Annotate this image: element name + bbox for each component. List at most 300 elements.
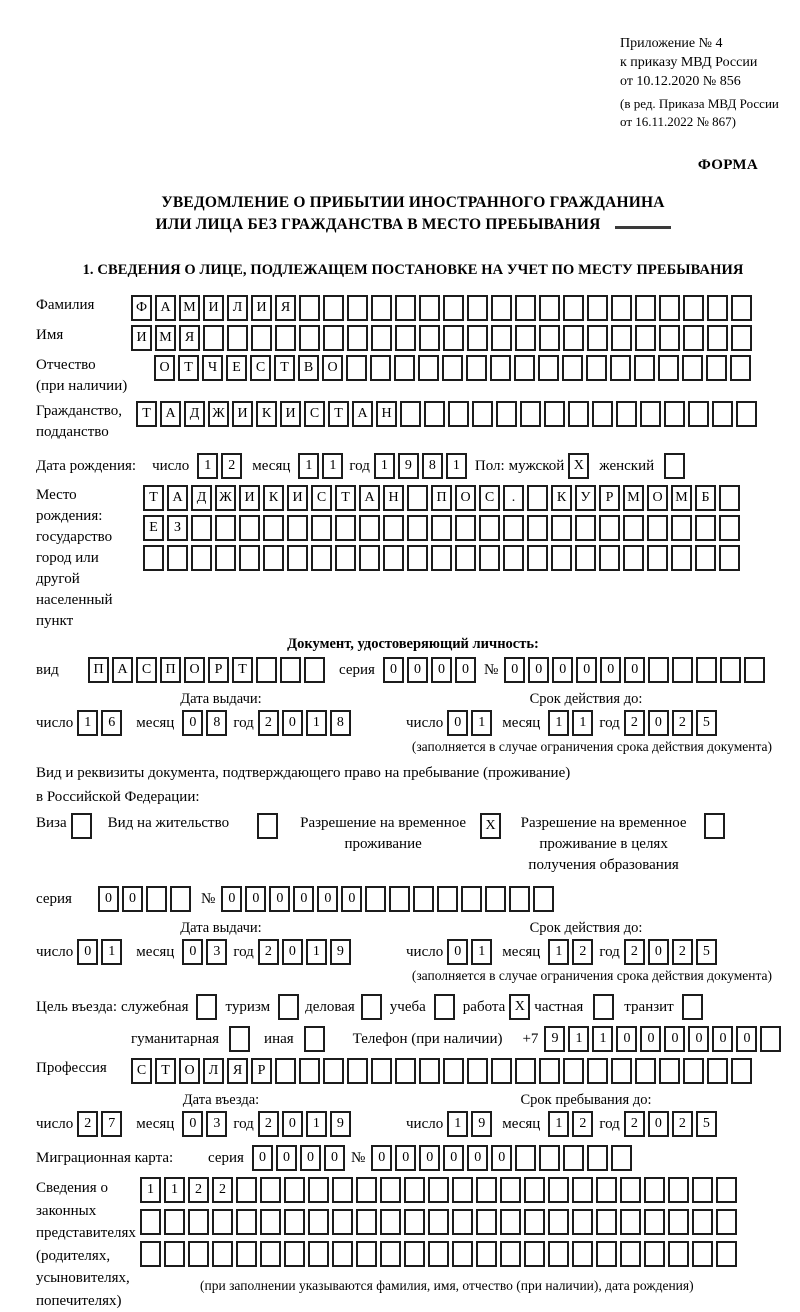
char-cell[interactable] <box>533 886 554 912</box>
char-cell[interactable]: Т <box>143 485 164 511</box>
char-cell[interactable] <box>335 545 356 571</box>
char-cell[interactable] <box>635 295 656 321</box>
char-cell[interactable] <box>407 515 428 541</box>
char-cell[interactable] <box>431 545 452 571</box>
char-cell[interactable] <box>491 1058 512 1084</box>
char-cell[interactable] <box>610 355 631 381</box>
char-cell[interactable] <box>347 1058 368 1084</box>
char-cell[interactable]: 1 <box>548 939 569 965</box>
char-cell[interactable] <box>332 1177 353 1203</box>
char-cell[interactable] <box>467 1058 488 1084</box>
char-cell[interactable]: А <box>155 295 176 321</box>
char-cell[interactable]: Д <box>191 485 212 511</box>
char-cell[interactable] <box>716 1241 737 1267</box>
char-cell[interactable] <box>164 1241 185 1267</box>
char-cell[interactable] <box>371 1058 392 1084</box>
char-cell[interactable]: 0 <box>491 1145 512 1171</box>
migr-series-cells[interactable] <box>252 1145 345 1171</box>
char-cell[interactable] <box>524 1209 545 1235</box>
char-cell[interactable] <box>356 1241 377 1267</box>
char-cell[interactable] <box>719 545 740 571</box>
char-cell[interactable] <box>239 515 260 541</box>
char-cell[interactable] <box>280 657 301 683</box>
temp-residence-checkbox[interactable] <box>480 813 501 839</box>
char-cell[interactable] <box>323 1058 344 1084</box>
char-cell[interactable]: У <box>575 485 596 511</box>
char-cell[interactable]: И <box>287 485 308 511</box>
char-cell[interactable] <box>143 545 164 571</box>
char-cell[interactable] <box>394 355 415 381</box>
char-cell[interactable]: 0 <box>447 939 468 965</box>
char-cell[interactable]: 2 <box>624 939 645 965</box>
char-cell[interactable] <box>356 1209 377 1235</box>
char-cell[interactable] <box>683 1058 704 1084</box>
char-cell[interactable] <box>370 355 391 381</box>
char-cell[interactable]: 9 <box>471 1111 492 1137</box>
doc-expiry-month-cells[interactable] <box>548 710 593 736</box>
char-cell[interactable]: 0 <box>98 886 119 912</box>
char-cell[interactable]: 0 <box>371 1145 392 1171</box>
char-cell[interactable]: 0 <box>182 939 203 965</box>
char-cell[interactable]: 9 <box>330 1111 351 1137</box>
char-cell[interactable]: 2 <box>624 1111 645 1137</box>
entry-year-cells[interactable] <box>258 1111 351 1137</box>
char-cell[interactable] <box>682 355 703 381</box>
char-cell[interactable] <box>491 325 512 351</box>
char-cell[interactable] <box>239 545 260 571</box>
char-cell[interactable] <box>404 1241 425 1267</box>
char-cell[interactable]: Т <box>136 401 157 427</box>
char-cell[interactable]: О <box>154 355 175 381</box>
char-cell[interactable] <box>260 1177 281 1203</box>
stay-day-cells[interactable] <box>447 1111 492 1137</box>
char-cell[interactable] <box>611 325 632 351</box>
char-cell[interactable] <box>443 325 464 351</box>
char-cell[interactable] <box>263 515 284 541</box>
char-cell[interactable] <box>539 1058 560 1084</box>
purpose-official-checkbox[interactable] <box>196 994 217 1020</box>
temp-residence-edu-checkbox[interactable] <box>704 813 725 839</box>
char-cell[interactable]: 0 <box>736 1026 757 1052</box>
char-cell[interactable]: В <box>298 355 319 381</box>
char-cell[interactable] <box>461 886 482 912</box>
char-cell[interactable]: 0 <box>419 1145 440 1171</box>
char-cell[interactable] <box>257 813 278 839</box>
visa-checkbox[interactable] <box>71 813 92 839</box>
purpose-work-checkbox[interactable] <box>509 994 530 1020</box>
char-cell[interactable] <box>599 545 620 571</box>
permit-issue-day-cells[interactable] <box>77 939 122 965</box>
char-cell[interactable] <box>527 515 548 541</box>
char-cell[interactable]: . <box>503 485 524 511</box>
birth-day-cells[interactable] <box>197 453 242 479</box>
char-cell[interactable] <box>683 325 704 351</box>
char-cell[interactable] <box>640 401 661 427</box>
residence-permit-checkbox[interactable] <box>257 813 278 839</box>
purpose-transit-checkbox[interactable] <box>682 994 703 1020</box>
char-cell[interactable]: 0 <box>624 657 645 683</box>
char-cell[interactable] <box>760 1026 781 1052</box>
char-cell[interactable]: Т <box>335 485 356 511</box>
char-cell[interactable] <box>620 1209 641 1235</box>
char-cell[interactable] <box>544 401 565 427</box>
doc-issue-month-cells[interactable] <box>182 710 227 736</box>
char-cell[interactable]: И <box>232 401 253 427</box>
entry-month-cells[interactable] <box>182 1111 227 1137</box>
char-cell[interactable] <box>538 355 559 381</box>
char-cell[interactable]: 1 <box>77 710 98 736</box>
char-cell[interactable] <box>407 545 428 571</box>
char-cell[interactable] <box>503 515 524 541</box>
char-cell[interactable]: А <box>160 401 181 427</box>
purpose-private-checkbox[interactable] <box>593 994 614 1020</box>
char-cell[interactable]: 0 <box>269 886 290 912</box>
char-cell[interactable] <box>490 355 511 381</box>
char-cell[interactable] <box>668 1241 689 1267</box>
char-cell[interactable] <box>696 657 717 683</box>
char-cell[interactable]: Н <box>376 401 397 427</box>
char-cell[interactable]: 1 <box>548 1111 569 1137</box>
permit-expiry-day-cells[interactable] <box>447 939 492 965</box>
char-cell[interactable]: 2 <box>212 1177 233 1203</box>
char-cell[interactable] <box>520 401 541 427</box>
char-cell[interactable] <box>706 355 727 381</box>
char-cell[interactable] <box>620 1241 641 1267</box>
char-cell[interactable]: Д <box>184 401 205 427</box>
char-cell[interactable] <box>466 355 487 381</box>
char-cell[interactable] <box>383 545 404 571</box>
char-cell[interactable]: И <box>203 295 224 321</box>
char-cell[interactable] <box>452 1209 473 1235</box>
char-cell[interactable]: 1 <box>446 453 467 479</box>
char-cell[interactable]: 0 <box>616 1026 637 1052</box>
char-cell[interactable]: С <box>304 401 325 427</box>
char-cell[interactable]: 9 <box>544 1026 565 1052</box>
char-cell[interactable] <box>395 1058 416 1084</box>
char-cell[interactable]: 2 <box>672 1111 693 1137</box>
char-cell[interactable] <box>196 994 217 1020</box>
char-cell[interactable] <box>479 545 500 571</box>
char-cell[interactable]: К <box>256 401 277 427</box>
char-cell[interactable]: 1 <box>306 939 327 965</box>
char-cell[interactable]: Ч <box>202 355 223 381</box>
char-cell[interactable]: 5 <box>696 939 717 965</box>
char-cell[interactable] <box>716 1209 737 1235</box>
char-cell[interactable]: М <box>179 295 200 321</box>
char-cell[interactable] <box>491 295 512 321</box>
char-cell[interactable]: А <box>112 657 133 683</box>
char-cell[interactable]: Л <box>227 295 248 321</box>
char-cell[interactable]: 2 <box>258 710 279 736</box>
char-cell[interactable] <box>170 886 191 912</box>
char-cell[interactable] <box>424 401 445 427</box>
char-cell[interactable] <box>287 545 308 571</box>
char-cell[interactable] <box>719 485 740 511</box>
char-cell[interactable] <box>548 1177 569 1203</box>
char-cell[interactable] <box>146 886 167 912</box>
char-cell[interactable]: 1 <box>101 939 122 965</box>
migr-number-cells[interactable] <box>371 1145 632 1171</box>
char-cell[interactable]: 0 <box>341 886 362 912</box>
char-cell[interactable]: О <box>184 657 205 683</box>
char-cell[interactable]: Ф <box>131 295 152 321</box>
char-cell[interactable]: К <box>551 485 572 511</box>
representatives-cells-row2[interactable] <box>140 1209 737 1235</box>
char-cell[interactable] <box>419 325 440 351</box>
char-cell[interactable]: 0 <box>447 710 468 736</box>
char-cell[interactable] <box>611 295 632 321</box>
entry-day-cells[interactable] <box>77 1111 122 1137</box>
char-cell[interactable] <box>284 1209 305 1235</box>
char-cell[interactable]: Ж <box>215 485 236 511</box>
char-cell[interactable] <box>140 1241 161 1267</box>
doc-expiry-day-cells[interactable] <box>447 710 492 736</box>
char-cell[interactable] <box>575 545 596 571</box>
char-cell[interactable] <box>275 1058 296 1084</box>
char-cell[interactable] <box>644 1177 665 1203</box>
representatives-cells-row1[interactable] <box>140 1177 737 1203</box>
char-cell[interactable]: 0 <box>182 710 203 736</box>
stay-month-cells[interactable] <box>548 1111 593 1137</box>
char-cell[interactable] <box>428 1177 449 1203</box>
char-cell[interactable]: 1 <box>197 453 218 479</box>
birthplace-cells-row3[interactable] <box>143 545 740 571</box>
char-cell[interactable]: 1 <box>298 453 319 479</box>
char-cell[interactable]: 5 <box>696 710 717 736</box>
char-cell[interactable] <box>413 886 434 912</box>
char-cell[interactable] <box>359 545 380 571</box>
birthplace-cells-row1[interactable] <box>143 485 740 511</box>
char-cell[interactable] <box>332 1209 353 1235</box>
char-cell[interactable]: 0 <box>282 1111 303 1137</box>
char-cell[interactable] <box>712 401 733 427</box>
char-cell[interactable]: 0 <box>576 657 597 683</box>
char-cell[interactable]: С <box>250 355 271 381</box>
char-cell[interactable] <box>648 657 669 683</box>
doc-issue-year-cells[interactable] <box>258 710 351 736</box>
char-cell[interactable] <box>611 1058 632 1084</box>
char-cell[interactable]: 1 <box>322 453 343 479</box>
char-cell[interactable] <box>236 1177 257 1203</box>
char-cell[interactable] <box>395 295 416 321</box>
char-cell[interactable] <box>548 1241 569 1267</box>
char-cell[interactable]: Б <box>695 485 716 511</box>
char-cell[interactable] <box>593 994 614 1020</box>
doc-kind-cells[interactable] <box>88 657 325 683</box>
char-cell[interactable]: 1 <box>374 453 395 479</box>
birthplace-cells-row2[interactable] <box>143 515 740 541</box>
char-cell[interactable] <box>539 1145 560 1171</box>
purpose-study-checkbox[interactable] <box>434 994 455 1020</box>
char-cell[interactable] <box>308 1177 329 1203</box>
char-cell[interactable]: 2 <box>624 710 645 736</box>
char-cell[interactable] <box>476 1177 497 1203</box>
char-cell[interactable]: 2 <box>221 453 242 479</box>
char-cell[interactable]: А <box>352 401 373 427</box>
char-cell[interactable] <box>659 295 680 321</box>
char-cell[interactable]: 2 <box>672 710 693 736</box>
char-cell[interactable] <box>419 1058 440 1084</box>
profession-cells[interactable] <box>131 1058 752 1084</box>
char-cell[interactable]: 0 <box>528 657 549 683</box>
birth-year-cells[interactable] <box>374 453 467 479</box>
char-cell[interactable]: А <box>167 485 188 511</box>
char-cell[interactable]: 2 <box>258 939 279 965</box>
permit-expiry-month-cells[interactable] <box>548 939 593 965</box>
char-cell[interactable] <box>509 886 530 912</box>
permit-series-cells[interactable] <box>98 886 191 912</box>
char-cell[interactable]: Р <box>599 485 620 511</box>
char-cell[interactable] <box>359 515 380 541</box>
char-cell[interactable]: 0 <box>221 886 242 912</box>
char-cell[interactable]: 0 <box>648 710 669 736</box>
char-cell[interactable] <box>500 1177 521 1203</box>
char-cell[interactable] <box>658 355 679 381</box>
char-cell[interactable]: 0 <box>504 657 525 683</box>
char-cell[interactable] <box>188 1209 209 1235</box>
char-cell[interactable] <box>563 1058 584 1084</box>
char-cell[interactable]: Т <box>274 355 295 381</box>
char-cell[interactable]: 9 <box>330 939 351 965</box>
char-cell[interactable] <box>695 545 716 571</box>
char-cell[interactable] <box>380 1241 401 1267</box>
char-cell[interactable] <box>551 515 572 541</box>
char-cell[interactable] <box>692 1177 713 1203</box>
char-cell[interactable] <box>479 515 500 541</box>
char-cell[interactable]: П <box>431 485 452 511</box>
char-cell[interactable] <box>452 1177 473 1203</box>
char-cell[interactable] <box>212 1209 233 1235</box>
char-cell[interactable] <box>260 1241 281 1267</box>
char-cell[interactable] <box>260 1209 281 1235</box>
char-cell[interactable]: X <box>480 813 501 839</box>
char-cell[interactable] <box>524 1177 545 1203</box>
permit-issue-month-cells[interactable] <box>182 939 227 965</box>
char-cell[interactable] <box>304 1026 325 1052</box>
char-cell[interactable] <box>707 1058 728 1084</box>
char-cell[interactable] <box>419 295 440 321</box>
char-cell[interactable] <box>418 355 439 381</box>
char-cell[interactable] <box>620 1177 641 1203</box>
char-cell[interactable] <box>539 295 560 321</box>
char-cell[interactable] <box>323 295 344 321</box>
char-cell[interactable] <box>587 1058 608 1084</box>
char-cell[interactable] <box>500 1241 521 1267</box>
char-cell[interactable] <box>731 295 752 321</box>
char-cell[interactable]: А <box>359 485 380 511</box>
char-cell[interactable] <box>586 355 607 381</box>
char-cell[interactable]: 8 <box>422 453 443 479</box>
char-cell[interactable]: 3 <box>206 939 227 965</box>
char-cell[interactable] <box>428 1209 449 1235</box>
char-cell[interactable] <box>635 1058 656 1084</box>
purpose-business-checkbox[interactable] <box>361 994 382 1020</box>
char-cell[interactable] <box>572 1241 593 1267</box>
char-cell[interactable] <box>347 325 368 351</box>
char-cell[interactable] <box>682 994 703 1020</box>
stay-year-cells[interactable] <box>624 1111 717 1137</box>
char-cell[interactable] <box>323 325 344 351</box>
char-cell[interactable] <box>515 295 536 321</box>
permit-issue-year-cells[interactable] <box>258 939 351 965</box>
char-cell[interactable] <box>572 1177 593 1203</box>
char-cell[interactable] <box>278 994 299 1020</box>
purpose-humanitarian-checkbox[interactable] <box>229 1026 250 1052</box>
char-cell[interactable] <box>227 325 248 351</box>
char-cell[interactable] <box>548 1209 569 1235</box>
char-cell[interactable] <box>404 1209 425 1235</box>
char-cell[interactable] <box>467 325 488 351</box>
char-cell[interactable] <box>720 657 741 683</box>
char-cell[interactable]: Я <box>179 325 200 351</box>
char-cell[interactable]: 0 <box>688 1026 709 1052</box>
char-cell[interactable]: 0 <box>276 1145 297 1171</box>
char-cell[interactable]: 9 <box>398 453 419 479</box>
char-cell[interactable]: 0 <box>182 1111 203 1137</box>
char-cell[interactable]: И <box>280 401 301 427</box>
char-cell[interactable] <box>527 545 548 571</box>
char-cell[interactable] <box>299 1058 320 1084</box>
char-cell[interactable]: П <box>88 657 109 683</box>
char-cell[interactable] <box>671 545 692 571</box>
purpose-tourism-checkbox[interactable] <box>278 994 299 1020</box>
char-cell[interactable]: 0 <box>407 657 428 683</box>
char-cell[interactable]: 0 <box>317 886 338 912</box>
char-cell[interactable] <box>140 1209 161 1235</box>
char-cell[interactable] <box>485 886 506 912</box>
char-cell[interactable] <box>668 1177 689 1203</box>
char-cell[interactable] <box>744 657 765 683</box>
char-cell[interactable]: Я <box>227 1058 248 1084</box>
char-cell[interactable]: 0 <box>431 657 452 683</box>
char-cell[interactable] <box>275 325 296 351</box>
char-cell[interactable] <box>515 325 536 351</box>
char-cell[interactable]: М <box>155 325 176 351</box>
char-cell[interactable] <box>311 515 332 541</box>
char-cell[interactable] <box>503 545 524 571</box>
char-cell[interactable]: 1 <box>568 1026 589 1052</box>
char-cell[interactable]: 1 <box>306 1111 327 1137</box>
char-cell[interactable]: С <box>479 485 500 511</box>
birth-month-cells[interactable] <box>298 453 343 479</box>
char-cell[interactable] <box>659 325 680 351</box>
doc-expiry-year-cells[interactable] <box>624 710 717 736</box>
char-cell[interactable] <box>514 355 535 381</box>
char-cell[interactable]: 1 <box>572 710 593 736</box>
char-cell[interactable] <box>407 485 428 511</box>
char-cell[interactable]: 0 <box>300 1145 321 1171</box>
char-cell[interactable]: 1 <box>471 939 492 965</box>
char-cell[interactable] <box>515 1145 536 1171</box>
char-cell[interactable] <box>448 401 469 427</box>
char-cell[interactable] <box>592 401 613 427</box>
char-cell[interactable]: Т <box>178 355 199 381</box>
char-cell[interactable] <box>346 355 367 381</box>
char-cell[interactable]: 0 <box>455 657 476 683</box>
char-cell[interactable]: 1 <box>306 710 327 736</box>
char-cell[interactable] <box>215 545 236 571</box>
char-cell[interactable] <box>539 325 560 351</box>
char-cell[interactable] <box>527 485 548 511</box>
char-cell[interactable]: 0 <box>552 657 573 683</box>
char-cell[interactable] <box>616 401 637 427</box>
purpose-other-checkbox[interactable] <box>304 1026 325 1052</box>
char-cell[interactable]: О <box>179 1058 200 1084</box>
char-cell[interactable]: 0 <box>293 886 314 912</box>
char-cell[interactable]: 0 <box>648 1111 669 1137</box>
char-cell[interactable]: 0 <box>712 1026 733 1052</box>
char-cell[interactable]: Ж <box>208 401 229 427</box>
